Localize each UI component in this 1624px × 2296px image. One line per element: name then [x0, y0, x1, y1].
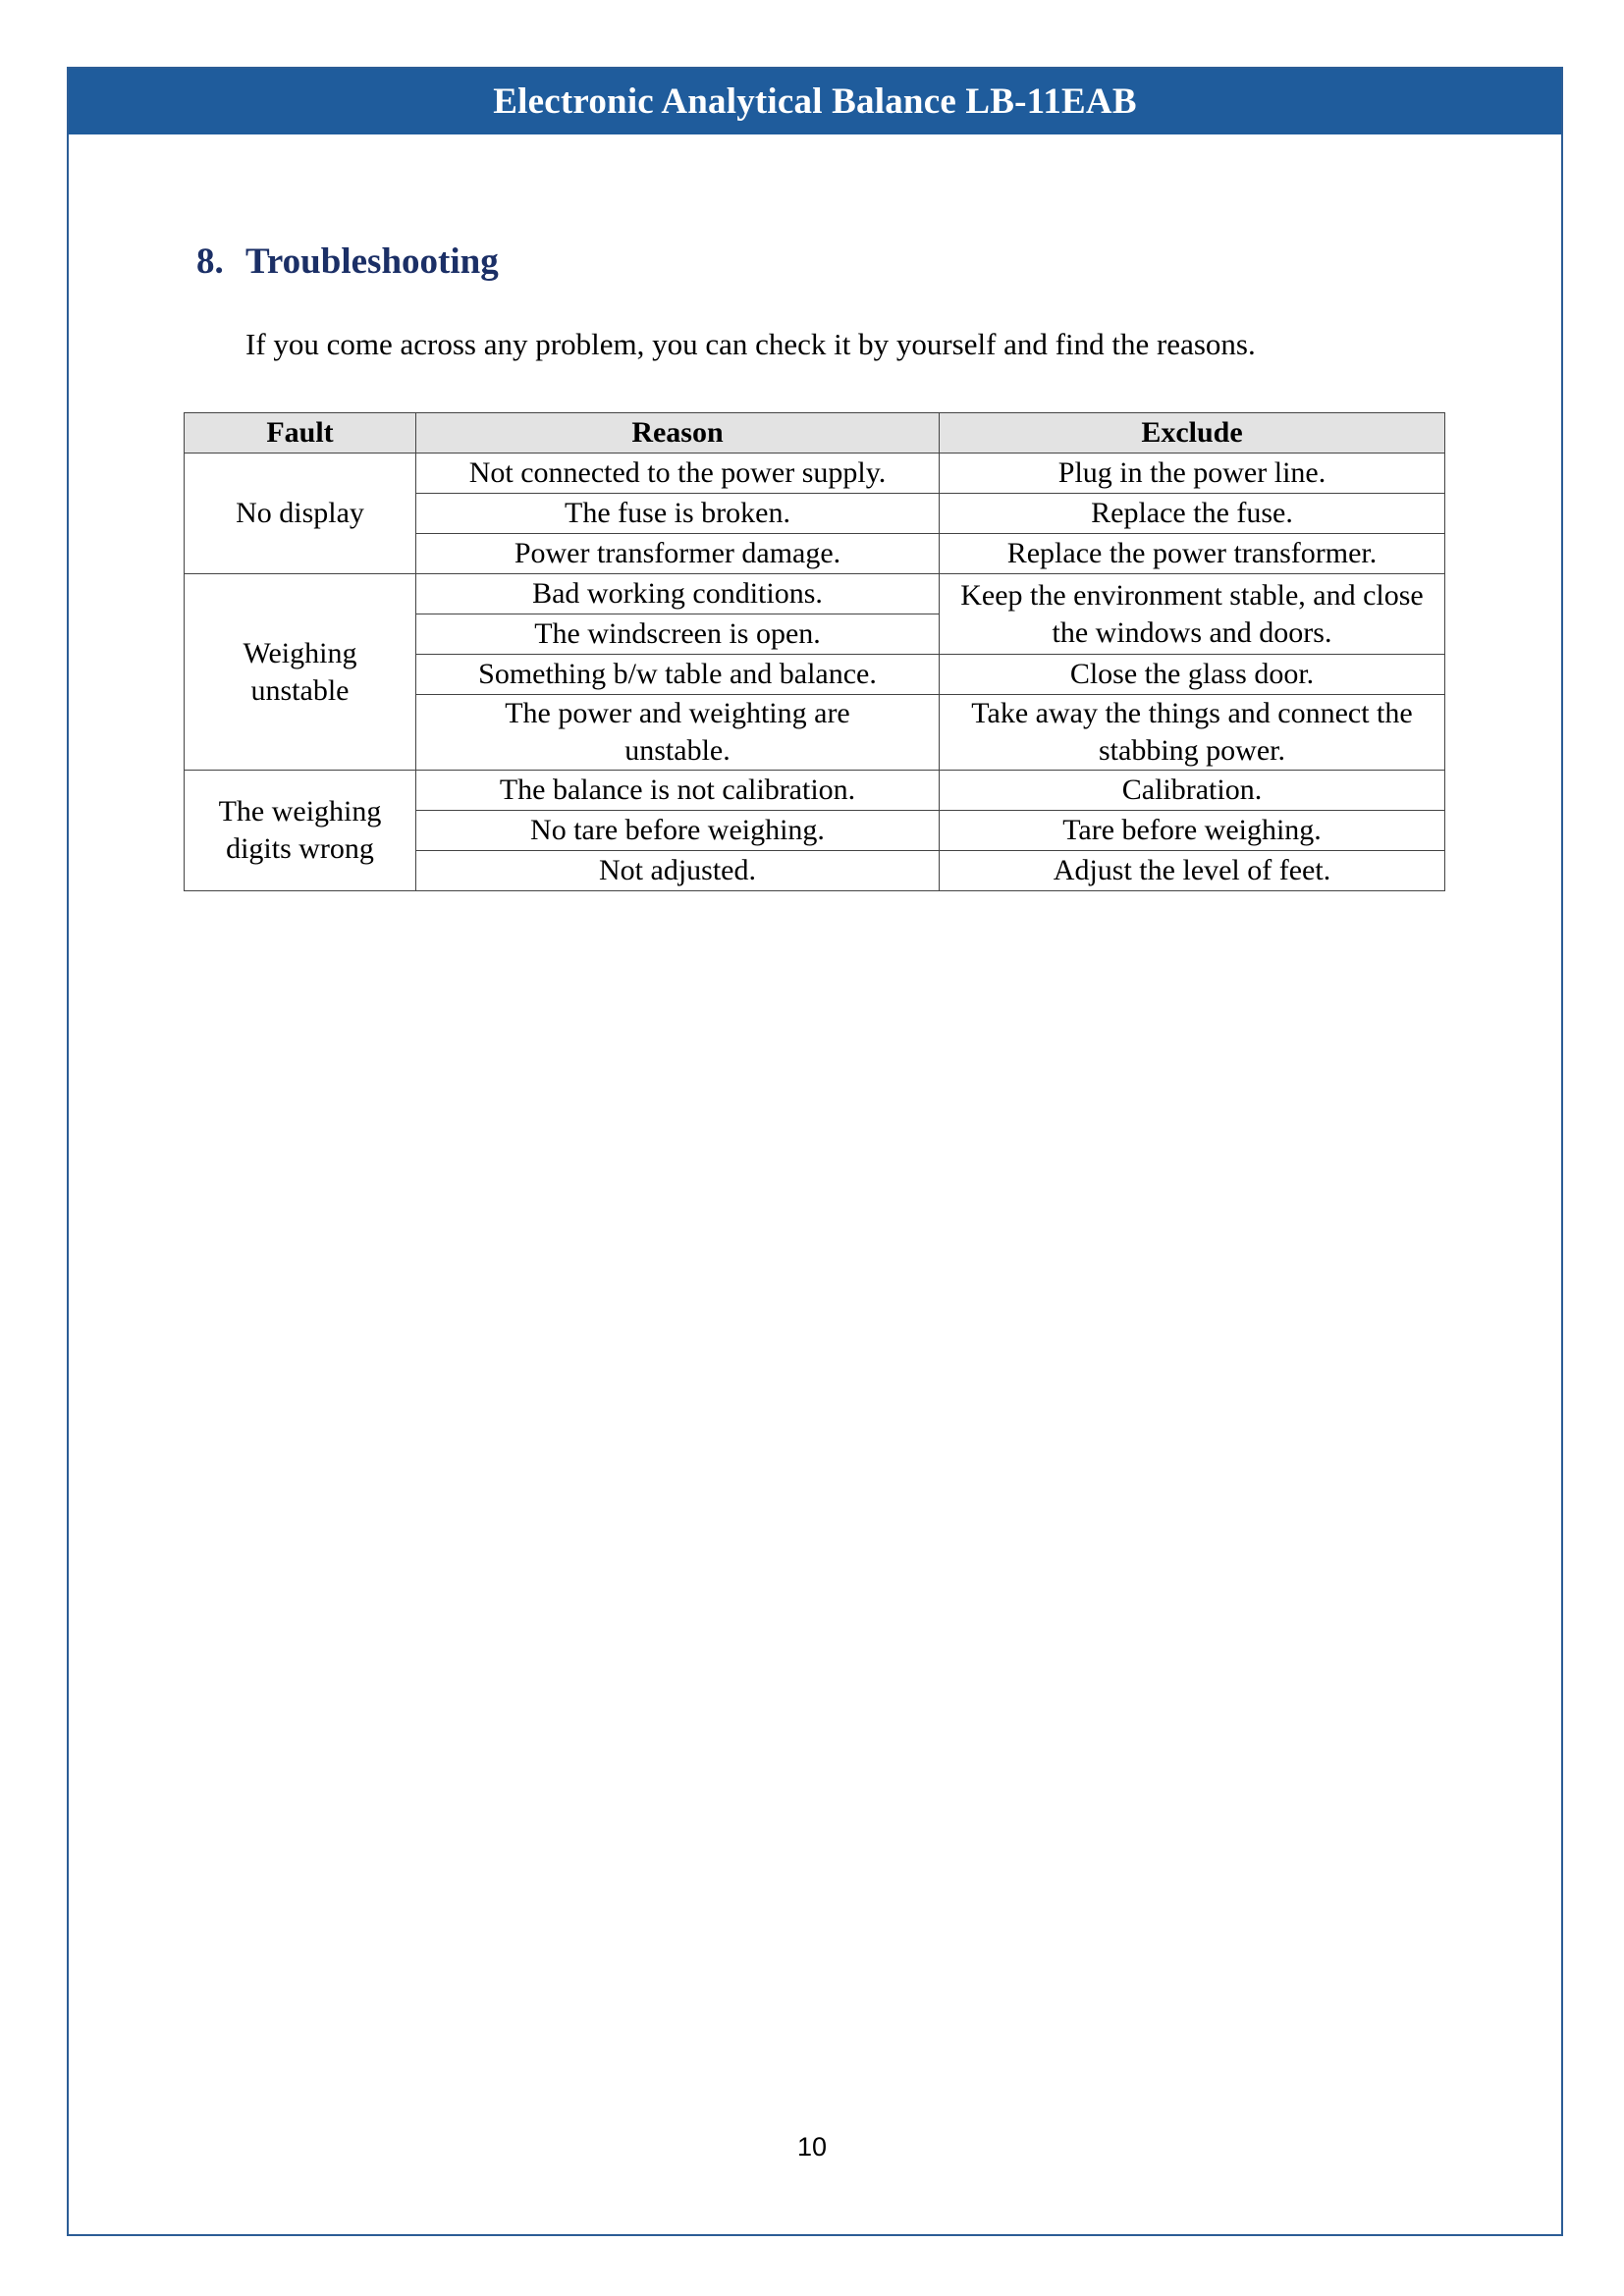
- reason-cell: Not connected to the power supply.: [416, 454, 940, 494]
- column-header-fault: Fault: [185, 413, 416, 454]
- exclude-cell: Tare before weighing.: [940, 811, 1445, 851]
- table-row: [185, 771, 1445, 811]
- column-header-exclude: Exclude: [940, 413, 1445, 454]
- reason-cell: Not adjusted.: [416, 851, 940, 891]
- exclude-cell: Take away the things and connect the stabbing power.: [940, 695, 1445, 771]
- exclude-cell: Calibration.: [940, 771, 1445, 811]
- fault-cell: Weighing unstable: [185, 574, 416, 771]
- column-header-reason: Reason: [416, 413, 940, 454]
- reason-cell: The windscreen is open.: [416, 614, 940, 655]
- reason-cell: The balance is not calibration.: [416, 771, 940, 811]
- fault-cell: The weighing digits wrong: [185, 771, 416, 891]
- reason-cell: The power and weighting are unstable.: [416, 695, 940, 771]
- document-header: [69, 69, 1561, 134]
- fault-cell: No display: [185, 454, 416, 574]
- exclude-cell: Keep the environment stable, and close the windows and doors.: [940, 574, 1445, 655]
- table-header-row: [185, 413, 1445, 454]
- exclude-cell: Adjust the level of feet.: [940, 851, 1445, 891]
- reason-cell: Power transformer damage.: [416, 534, 940, 574]
- section-number: 8.: [196, 241, 224, 282]
- document-title: Electronic Analytical Balance LB-11EAB: [493, 81, 1137, 122]
- section-heading: [196, 240, 499, 283]
- exclude-cell: Close the glass door.: [940, 655, 1445, 695]
- table-row: [185, 454, 1445, 494]
- table-row: [185, 574, 1445, 614]
- reason-cell: Something b/w table and balance.: [416, 655, 940, 695]
- page-frame: [67, 67, 1563, 2236]
- reason-cell: No tare before weighing.: [416, 811, 940, 851]
- exclude-cell: Replace the power transformer.: [940, 534, 1445, 574]
- page-number: 10: [796, 2132, 828, 2162]
- reason-cell: Bad working conditions.: [416, 574, 940, 614]
- intro-paragraph: If you come across any problem, you can check it by yourself and find the reasons.: [245, 327, 1256, 361]
- reason-cell: The fuse is broken.: [416, 494, 940, 534]
- section-title: Troubleshooting: [245, 241, 499, 282]
- exclude-cell: Plug in the power line.: [940, 454, 1445, 494]
- troubleshooting-table: [184, 412, 1445, 891]
- exclude-cell: Replace the fuse.: [940, 494, 1445, 534]
